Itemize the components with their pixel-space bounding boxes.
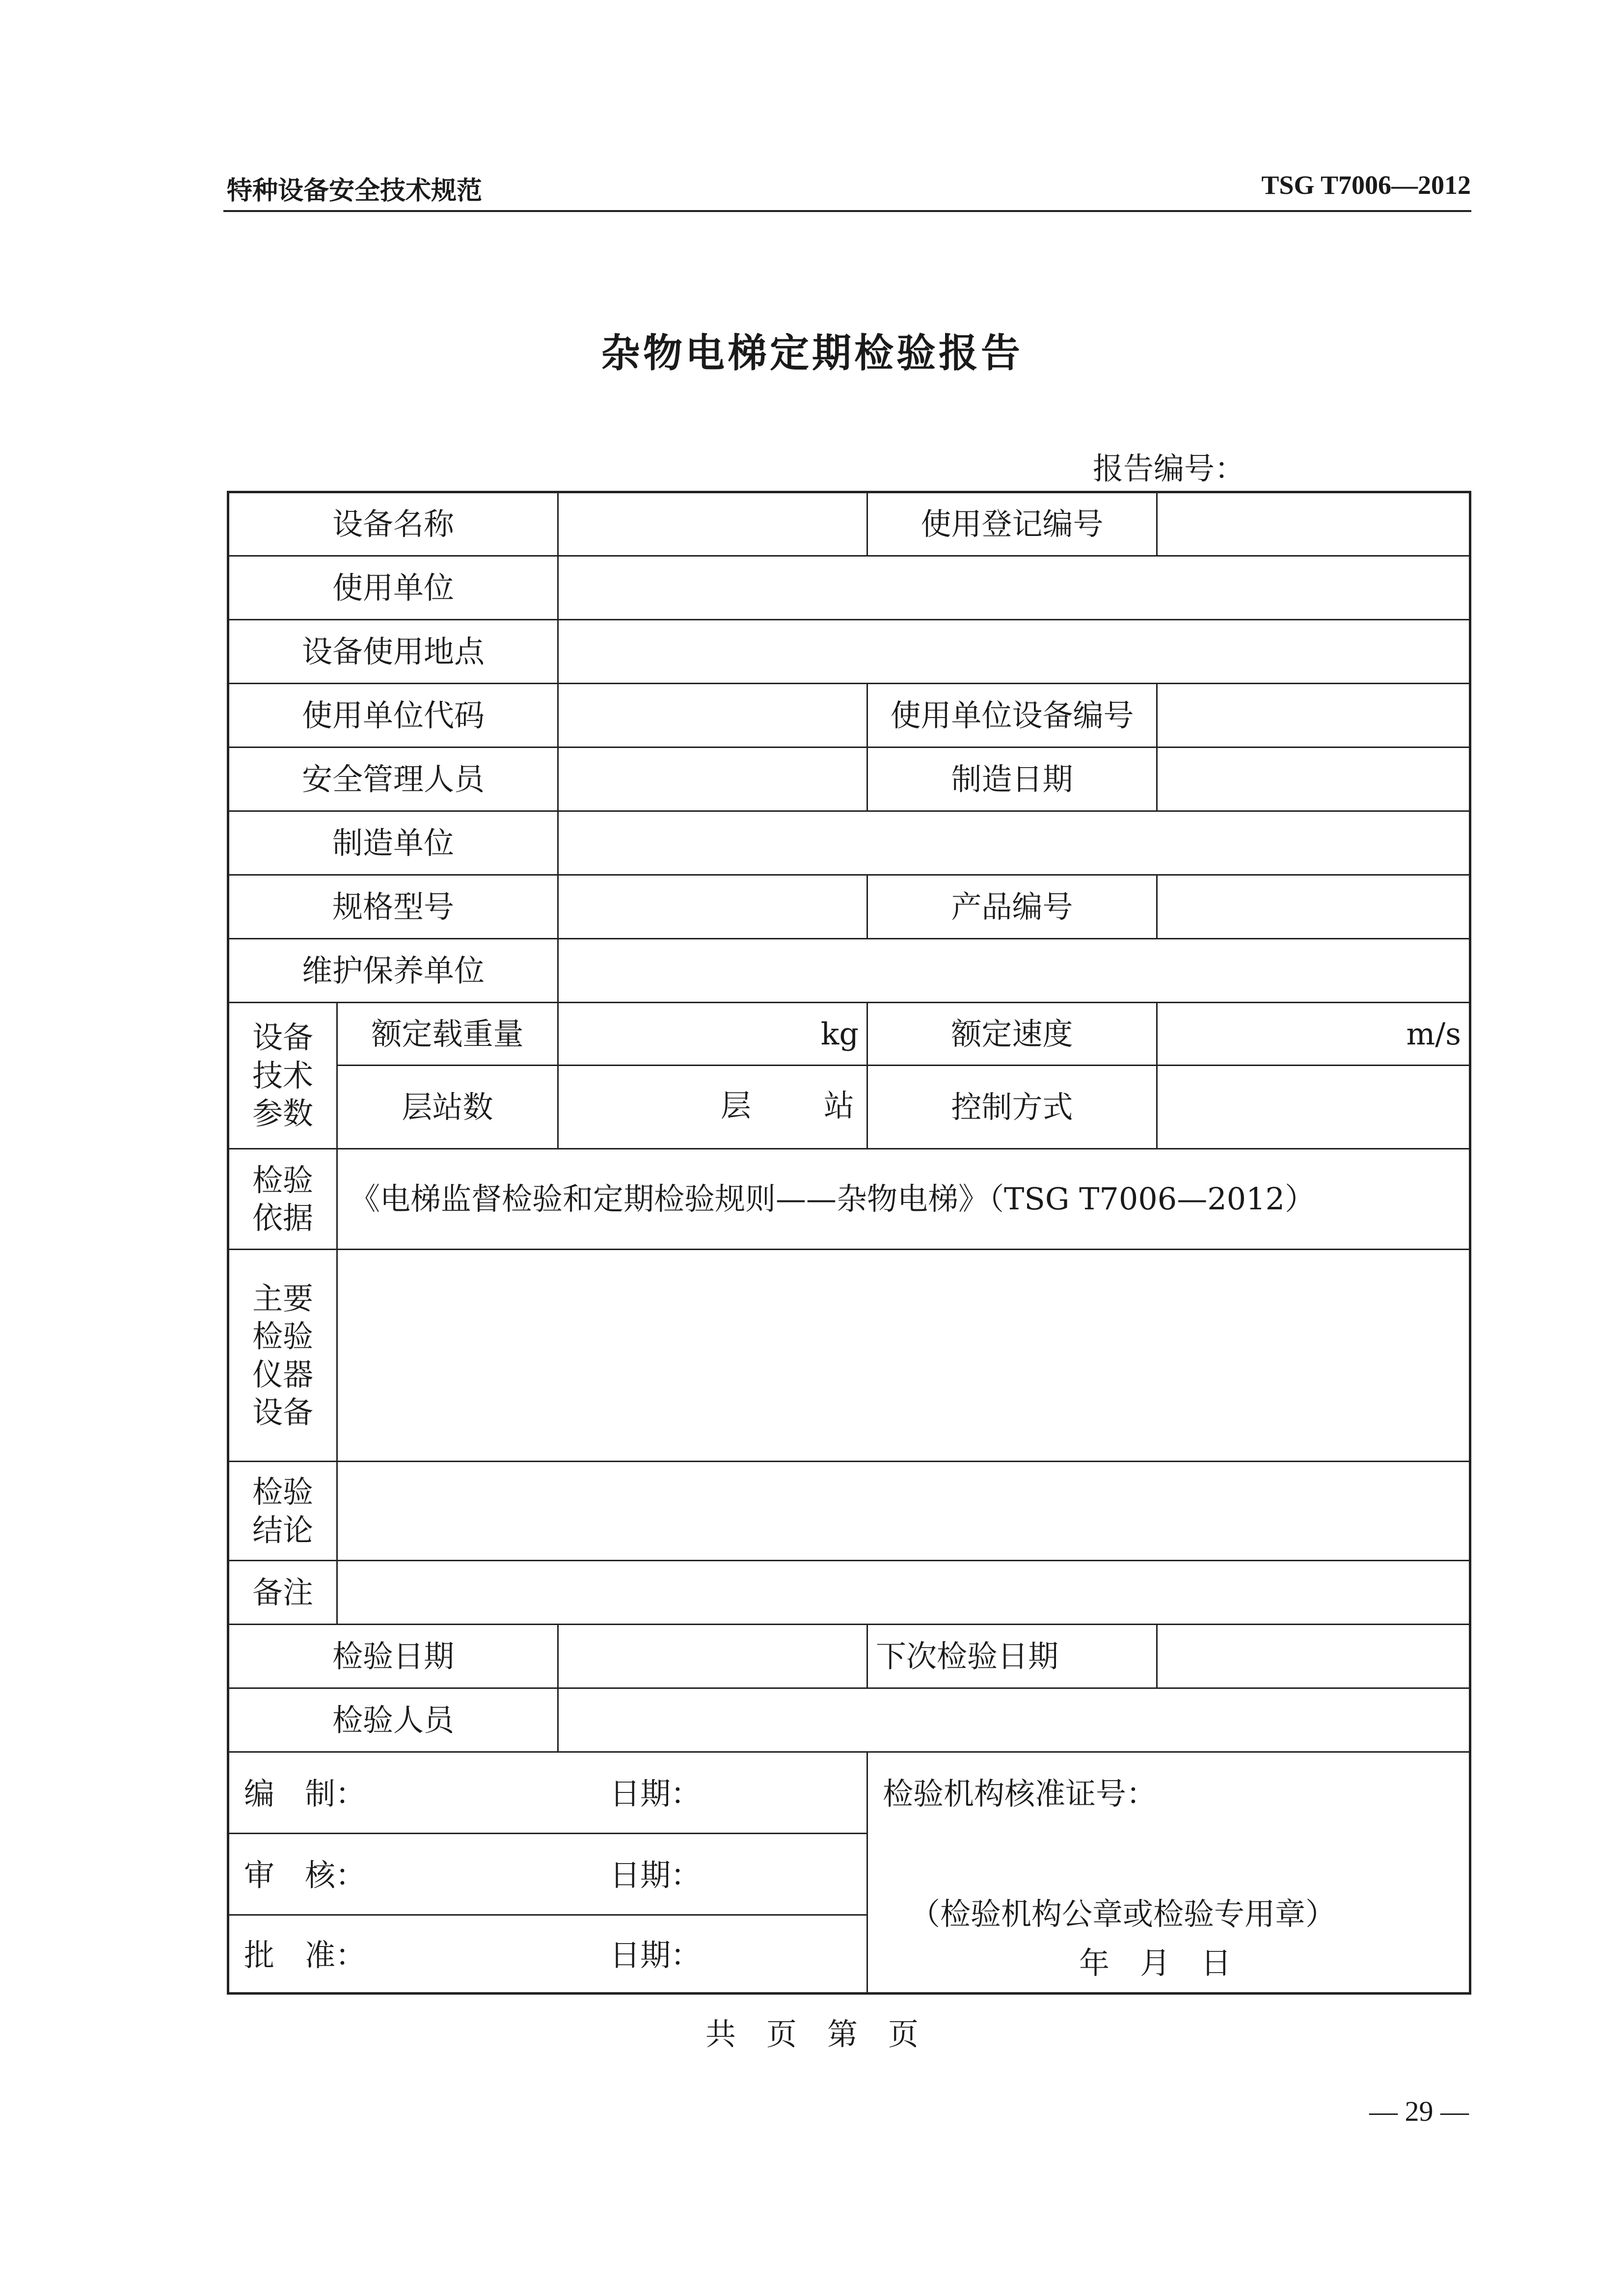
value-next-inspection-date[interactable] <box>1157 1625 1470 1688</box>
instruments-label-line: 检验 <box>252 1318 313 1354</box>
label-model: 规格型号 <box>228 875 558 939</box>
rated-speed-unit: m/s <box>1406 1015 1462 1052</box>
value-rated-speed[interactable] <box>1157 1003 1470 1066</box>
label-compiled-date: 日期： <box>610 1776 702 1812</box>
reviewed-by-row[interactable] <box>228 1834 867 1915</box>
label-device-location: 设备使用地点 <box>228 620 558 684</box>
value-product-number[interactable] <box>1157 875 1470 939</box>
value-maintenance-unit[interactable] <box>558 939 1470 1003</box>
label-safety-manager: 安全管理人员 <box>228 748 558 811</box>
floor-unit: 层 <box>721 1088 752 1123</box>
value-registration-number[interactable] <box>1157 492 1470 556</box>
seal-date: 年 月 日 <box>1079 1945 1232 1981</box>
label-rated-speed: 额定速度 <box>867 1003 1157 1066</box>
label-approved-by: 批 准： <box>244 1937 366 1973</box>
label-next-inspection-date: 下次检验日期 <box>867 1625 1157 1688</box>
tech-params-line: 设备 <box>252 1019 313 1056</box>
value-inspection-date[interactable] <box>558 1625 867 1688</box>
label-manufacture-date: 制造日期 <box>867 748 1157 811</box>
value-inspection-basis: 《电梯监督检验和定期检验规则——杂物电梯》（TSG T7006—2012） <box>337 1149 1470 1250</box>
header-spec-title: 特种设备安全技术规范 <box>227 176 483 206</box>
seal-note: （检验机构公章或检验专用章） <box>910 1896 1336 1932</box>
value-control-mode[interactable] <box>1157 1066 1470 1149</box>
label-tech-params <box>228 1003 337 1149</box>
inspection-report-form <box>227 491 1471 1995</box>
label-user-device-number: 使用单位设备编号 <box>867 684 1157 748</box>
value-inspectors[interactable] <box>558 1688 1470 1752</box>
label-compiled-by: 编 制： <box>244 1776 366 1812</box>
value-device-location[interactable] <box>558 620 1470 684</box>
label-reviewed-date: 日期： <box>610 1857 702 1893</box>
instruments-label-line: 设备 <box>252 1394 313 1430</box>
label-inspectors: 检验人员 <box>228 1688 558 1752</box>
value-remarks[interactable] <box>337 1561 1470 1625</box>
label-product-number: 产品编号 <box>867 875 1157 939</box>
value-user-unit-code[interactable] <box>558 684 867 748</box>
value-main-instruments[interactable] <box>337 1250 1470 1462</box>
compiled-by-row[interactable] <box>228 1752 867 1834</box>
page-count-line: 共 页 第 页 <box>705 2016 919 2052</box>
label-control-mode: 控制方式 <box>867 1066 1157 1149</box>
value-rated-load[interactable] <box>558 1003 867 1066</box>
label-inspection-basis <box>228 1149 337 1250</box>
label-conclusion <box>228 1462 337 1561</box>
label-rated-load: 额定载重量 <box>337 1003 558 1066</box>
instruments-label-line: 仪器 <box>252 1356 313 1392</box>
value-user-device-number[interactable] <box>1157 684 1470 748</box>
station-unit: 站 <box>824 1088 855 1123</box>
value-model[interactable] <box>558 875 867 939</box>
basis-label-line: 检验 <box>252 1162 313 1198</box>
conclusion-label-line: 结论 <box>252 1512 313 1548</box>
label-inspection-date: 检验日期 <box>228 1625 558 1688</box>
label-manufacturer: 制造单位 <box>228 811 558 875</box>
label-main-instruments <box>228 1250 337 1462</box>
tech-params-line: 参数 <box>252 1095 313 1132</box>
value-device-name[interactable] <box>558 492 867 556</box>
agency-seal-cell[interactable] <box>867 1752 1470 1994</box>
value-conclusion[interactable] <box>337 1462 1470 1561</box>
page-title: 杂物电梯定期检验报告 <box>601 330 1023 376</box>
basis-label-line: 依据 <box>252 1200 313 1236</box>
label-remarks: 备注 <box>228 1561 337 1625</box>
label-registration-number: 使用登记编号 <box>867 492 1157 556</box>
label-agency-cert: 检验机构核准证号： <box>883 1776 1157 1812</box>
page-number: — 29 — <box>1369 2095 1469 2127</box>
label-device-name: 设备名称 <box>228 492 558 556</box>
rated-load-unit: kg <box>820 1015 859 1052</box>
label-maintenance-unit: 维护保养单位 <box>228 939 558 1003</box>
conclusion-label-line: 检验 <box>252 1474 313 1510</box>
tech-params-line: 技术 <box>252 1057 313 1094</box>
label-reviewed-by: 审 核： <box>244 1857 366 1893</box>
label-floors-stations: 层站数 <box>337 1066 558 1149</box>
header-rule <box>223 210 1471 212</box>
label-user-unit: 使用单位 <box>228 556 558 620</box>
header-standard-code: TSG T7006—2012 <box>1261 170 1471 200</box>
approved-by-row[interactable] <box>228 1915 867 1994</box>
value-manufacture-date[interactable] <box>1157 748 1470 811</box>
report-number-label: 报告编号： <box>1093 451 1245 486</box>
label-user-unit-code: 使用单位代码 <box>228 684 558 748</box>
value-floors-stations[interactable] <box>558 1066 867 1149</box>
value-user-unit[interactable] <box>558 556 1470 620</box>
value-safety-manager[interactable] <box>558 748 867 811</box>
value-manufacturer[interactable] <box>558 811 1470 875</box>
label-approved-date: 日期： <box>610 1937 702 1973</box>
instruments-label-line: 主要 <box>252 1280 313 1316</box>
